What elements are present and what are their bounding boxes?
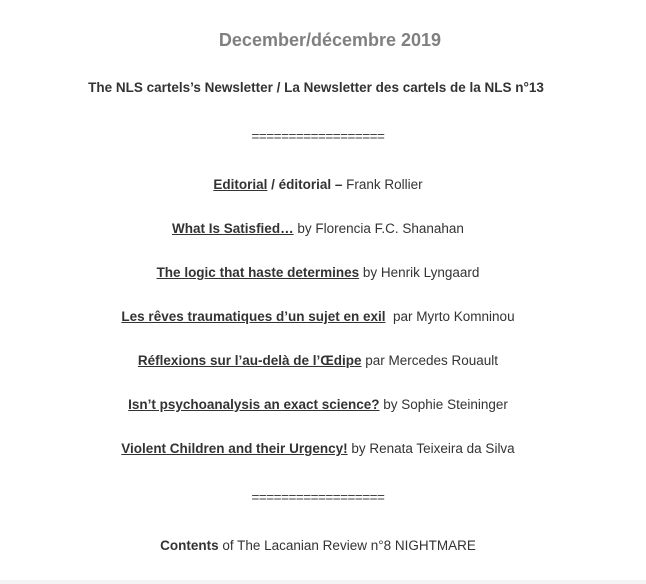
article-link-reflexions-oedipe[interactable]: Réflexions sur l’au-delà de l’Œdipe xyxy=(137,353,362,368)
separator-top: ================== xyxy=(251,129,385,144)
separator-bottom: ================== xyxy=(251,490,385,505)
article-connector: by xyxy=(347,441,370,456)
article-author: Myrto Komninou xyxy=(416,309,515,324)
contents-line xyxy=(0,537,646,555)
article-connector: by xyxy=(293,221,316,236)
article-author: Sophie Steininger xyxy=(401,397,508,412)
article-link-what-is-satisfied[interactable]: What Is Satisfied… xyxy=(172,221,294,236)
article-separator: / éditorial – xyxy=(267,177,347,192)
article-reves-traumatiques xyxy=(0,308,646,326)
page-title: December/décembre 2019 xyxy=(218,30,442,50)
article-logic-haste xyxy=(0,264,646,282)
article-exact-science xyxy=(0,396,646,414)
contents-label: Contents xyxy=(160,538,219,553)
article-author: Mercedes Rouault xyxy=(388,353,499,368)
article-link-violent-children[interactable]: Violent Children and their Urgency! xyxy=(121,441,348,456)
article-connector: by xyxy=(379,397,402,412)
article-author: Renata Teixeira da Silva xyxy=(369,441,515,456)
article-author: Henrik Lyngaard xyxy=(380,265,480,280)
article-link-editorial[interactable]: Editorial xyxy=(213,177,268,192)
article-author: Florencia F.C. Shanahan xyxy=(315,221,464,236)
contents-description: of The Lacanian Review n°8 NIGHTMARE xyxy=(218,538,476,553)
article-reflexions-oedipe xyxy=(0,352,646,370)
article-author: Frank Rollier xyxy=(346,177,423,192)
article-connector: par xyxy=(361,353,389,368)
article-link-reves-traumatiques[interactable]: Les rêves traumatiques d’un sujet en exil xyxy=(121,309,386,324)
article-connector: par xyxy=(385,309,417,324)
article-violent-children xyxy=(0,440,646,458)
article-connector: by xyxy=(359,265,381,280)
article-link-logic-haste[interactable]: The logic that haste determines xyxy=(156,265,360,280)
bottom-fade xyxy=(0,580,646,584)
article-link-exact-science[interactable]: Isn’t psychoanalysis an exact science? xyxy=(128,397,380,412)
article-editorial xyxy=(0,176,646,194)
article-what-is-satisfied xyxy=(0,220,646,238)
newsletter-subtitle: The NLS cartels’s Newsletter / La Newsletter des cartels de la NLS n°13 xyxy=(88,80,544,95)
